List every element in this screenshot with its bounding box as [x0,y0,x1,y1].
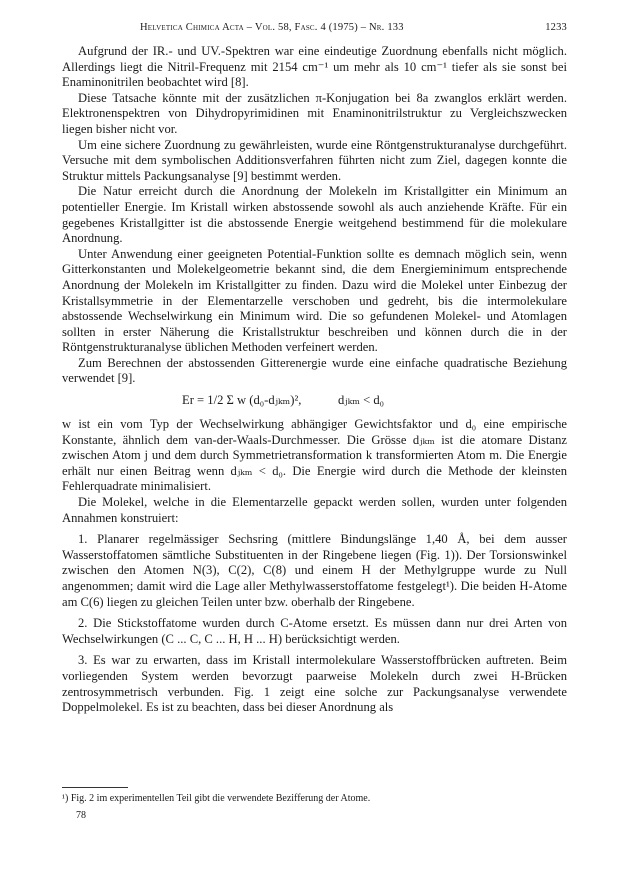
journal-title: Helvetica Chimica Acta – Vol. 58, Fasc. 4 (1975) – Nr. 133 [140,22,404,33]
page-number: 1233 [545,22,567,33]
paragraph: Um eine sichere Zuordnung zu gewährleisten, wurde eine Röntgenstrukturanalyse durchgeführt. Versuche mit dem symbolischen Additionsverfahren führten nicht zum Ziel, dagegen konnte die Struktur mittels Packungsanalyse [9] bestimmt werden. [62,137,567,183]
paragraph: Die Natur erreicht durch die Anordnung der Molekeln im Kristallgitter ein Minimum an potentieller Energie. Im Kristall wirken abstossende sowohl als auch anziehende Kräfte. Für ein gegebenes Kristallgitter ist die abstossende Energie weitgehend bestimmend für die molekulare Anordnung. [62,184,567,246]
footnote: ¹) Fig. 2 im experimentellen Teil gibt die verwendete Bezifferung der Atome. [62,793,371,804]
paragraph: Zum Berechnen der abstossenden Gitterenergie wurde eine einfache quadratische Beziehung verwendet [9]. [62,355,567,386]
paragraph: Die Molekel, welche in die Elementarzelle gepackt werden sollen, wurden unter folgenden Annahmen konstruiert: [62,495,567,525]
main-text [62,44,567,716]
paragraph: Aufgrund der IR.- und UV.-Spektren war eine eindeutige Zuordnung ebenfalls nicht möglich. Allerdings liegt die Nitril-Frequenz mit 2154 cm⁻¹ um mehr als 10 cm⁻¹ tiefer als sie sonst bei Enaminonitrilen beobachtet wird [8]. [62,44,567,90]
paragraph: Diese Tatsache könnte mit der zusätzlichen π-Konjugation bei 8a zwanglos erklärt werden. Elektronenspektren von Dihydropyrimidinen mit Enaminonitrilstruktur zu Vergleichszwecken liegen bisher nicht vor. [62,90,567,136]
formula-main: Er = 1/2 Σ w (d₀-dⱼₖₘ)², [182,393,302,408]
signature-mark: 78 [76,810,86,821]
numbered-item: 3. Es war zu erwarten, dass im Kristall intermolekulare Wasserstoffbrücken auftreten. Beim vorliegenden System werden bevorzugt paarweise Molekeln durch zwei H-Brücken zentrosymmetrisch verbunden. Fig. 1 zeigt eine solche zur Packungsanalyse verwendete Doppelmolekel. Es ist zu beachten, dass bei dieser Anordnung als [62,653,567,715]
running-header [62,22,567,38]
paragraph: w ist ein vom Typ der Wechselwirkung abhängiger Gewichtsfaktor und d₀ eine empirische Konstante, ähnlich dem van-der-Waals-Durchmesser. Die Grösse dⱼₖₘ ist die atomare Distanz zwischen Atom j und dem durch Symmetrietransformation k transformierten Atom m. Die Energie erhält nur einen Beitrag wenn dⱼₖₘ < d₀. Die Energie wird durch die Methode der kleinsten Fehlerquadrate minimalisiert. [62,417,567,494]
numbered-item: 1. Planarer regelmässiger Sechsring (mittlere Bindungslänge 1,40 Å, bei dem ausser Wasserstoffatomen sämtliche Substituenten in der Ringebene liegen (Fig. 1)). Der Torsionswinkel zwischen den Atomen N(3), C(2), C(8) und einem H der Methylgruppe wurde zu Null angenommen; damit wird die Lage aller Methylwasserstoffatome festgelegt¹). Die beiden H-Atome am C(6) liegen zu gleichen Teilen unter bzw. oberhalb der Ringebene. [62,532,567,609]
energy-formula [62,393,567,411]
footnote-divider [62,787,128,788]
formula-condition: dⱼₖₘ < d₀ [338,393,385,408]
numbered-item: 2. Die Stickstoffatome wurden durch C-Atome ersetzt. Es müssen dann nur drei Arten von Wechselwirkungen (C ... C, C ... H, H ... H) berücksichtigt werden. [62,616,567,646]
paragraph: Unter Anwendung einer geeigneten Potential-Funktion sollte es demnach möglich sein, wenn Gitterkonstanten und Molekelgeometrie bekannt sind, die dem Energieminimum entsprechende Anordnung der Molekeln im Kristallgitter zu finden. Dazu wird die Molekel unter Einbezug der Kristallsymmetrie in der Elementarzelle verschoben und gedreht, bis die intermolekulare abstossende Wechselwirkung ein Minimum wird. Die so gefundenen Molekel- und Atomlagen sollten in erster Näherung die Kristallstruktur beschreiben und können durch die in der Röntgenstrukturanalyse üblichen Methoden verfeinert werden. [62,246,567,355]
